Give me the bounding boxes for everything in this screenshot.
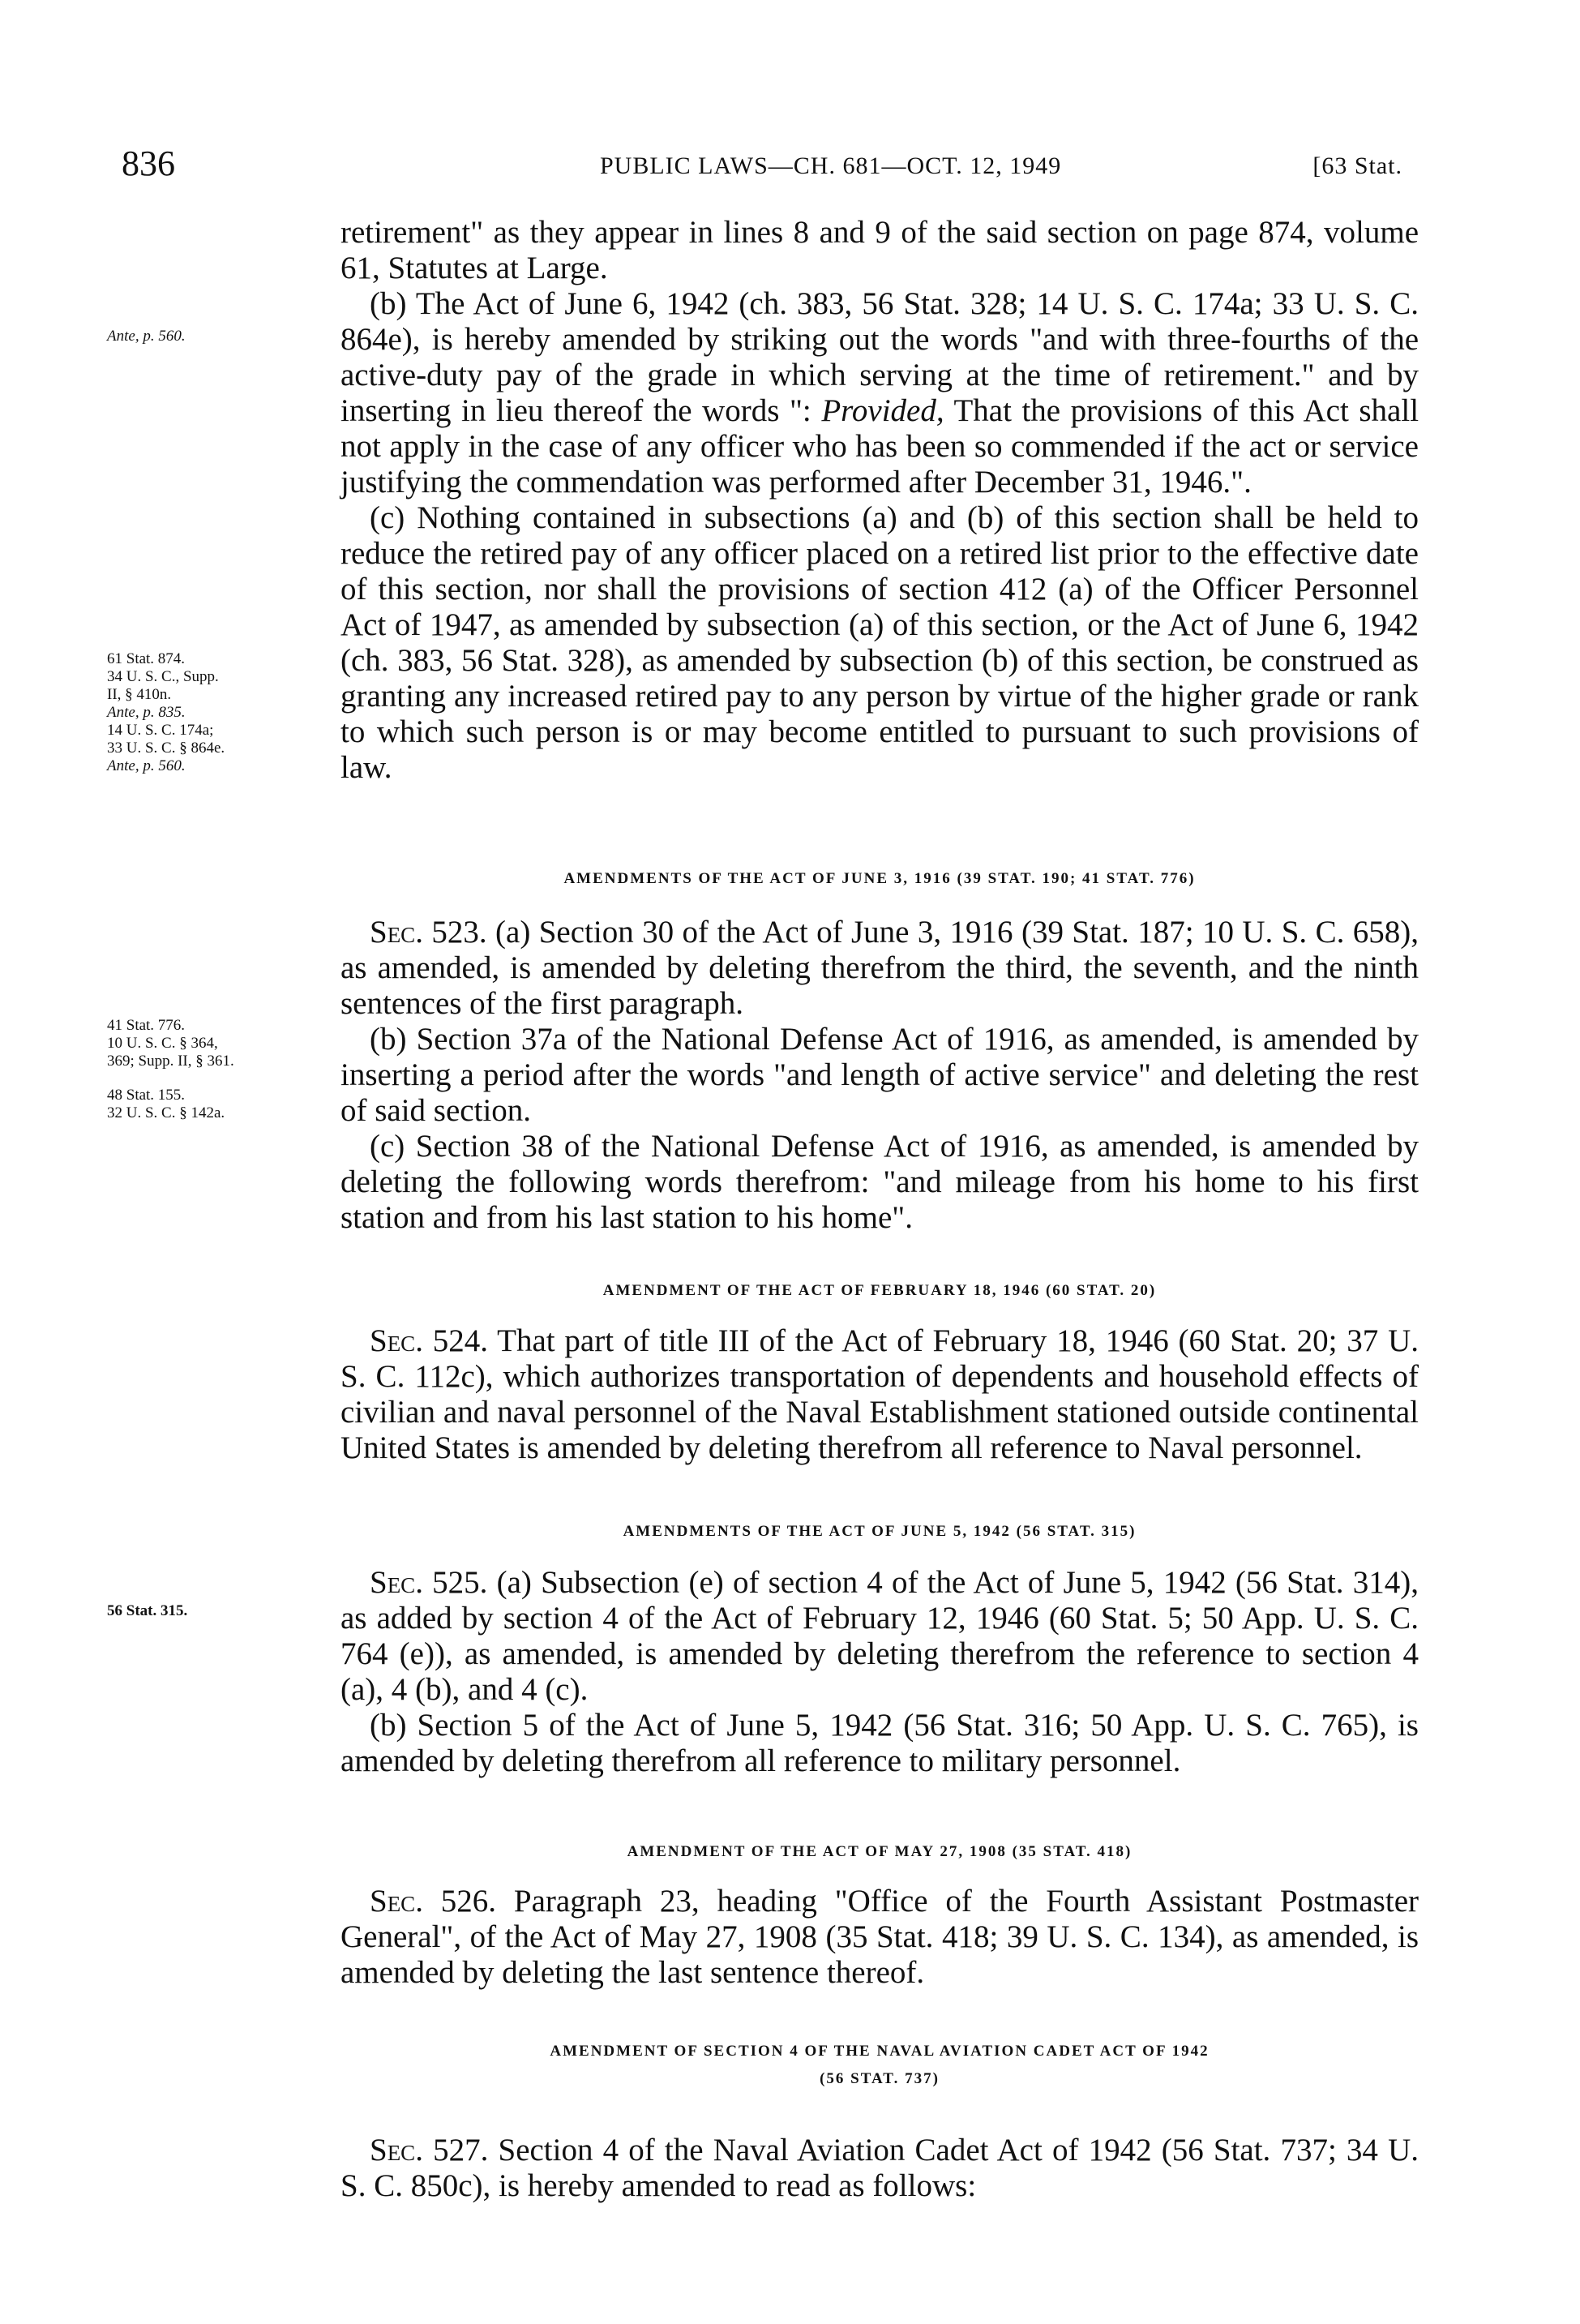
margin-note-48-stat-155: 48 Stat. 155. 32 U. S. C. § 142a.: [107, 1087, 225, 1121]
volume-reference: [63 Stat.: [1312, 152, 1402, 179]
heading-amendment-act-may-27-1908: AMENDMENT OF THE ACT OF MAY 27, 1908 (35 STAT. 418): [627, 1843, 1133, 1860]
sec-525-a: Sec. 525. (a) Subsection (e) of section 4 of the Act of June 5, 1942 (56 Stat. 314), as added by section 4 of the Act of February 12, 1946 (60 Stat. 5; 50 App. U. S. C. 764 (e)), as amended, is amended by deleting therefrom the reference to section 4 (a), 4 (b), and 4 (c).: [340, 1565, 1419, 1707]
section-527: Sec. 527. Section 4 of the Naval Aviation Cadet Act of 1942 (56 Stat. 737; 34 U. S. C. 850c), is hereby amended to read as follows:: [340, 2133, 1419, 2203]
margin-note-56-stat-315: 56 Stat. 315.: [107, 1602, 188, 1619]
heading-amendments-act-june-3-1916: AMENDMENTS OF THE ACT OF JUNE 3, 1916 (39 STAT. 190; 41 STAT. 776): [563, 870, 1196, 887]
paragraph-b-act-june-6-1942: (b) The Act of June 6, 1942 (ch. 383, 56 Stat. 328; 14 U. S. C. 174a; 33 U. S. C. 864e), is hereby amended by striking out the words "and with three-fourths of the active-duty pay of the grade in which serving at the time of retirement." and by inserting in lieu thereof the words ": Provided, That the provisions of this Act shall not apply in the case of any officer who has been so commended if the act or service justifying the commendation was performed after December 31, 1946.".: [340, 286, 1419, 500]
section-continuation: [340, 215, 1419, 786]
paragraph-c-nothing-contained: (c) Nothing contained in subsections (a) and (b) of this section shall be held to reduce the retired pay of any officer placed on a retired list prior to the effective date of this section, nor shall the provisions of section 412 (a) of the Officer Personnel Act of 1947, as amended by subsection (a) of this section, or the Act of June 6, 1942 (ch. 383, 56 Stat. 328), as amended by subsection (b) of this section, be construed as granting any increased retired pay to any person by virtue of the higher grade or rank to which such person is or may become entitled to pursuant to such provisions of law.: [340, 500, 1419, 785]
sec-523-a: Sec. 523. (a) Section 30 of the Act of June 3, 1916 (39 Stat. 187; 10 U. S. C. 658), as amended, is amended by deleting therefrom the third, the seventh, and the ninth sentences of the first paragraph.: [340, 915, 1419, 1021]
sec-525-b: (b) Section 5 of the Act of June 5, 1942 (56 Stat. 316; 50 App. U. S. C. 765), is amended by deleting therefrom all reference to military personnel.: [340, 1708, 1419, 1778]
heading-amendment-act-february-18-1946: AMENDMENT OF THE ACT OF FEBRUARY 18, 1946 (60 STAT. 20): [602, 1282, 1157, 1299]
heading-amendments-act-june-5-1942: AMENDMENTS OF THE ACT OF JUNE 5, 1942 (56 STAT. 315): [623, 1523, 1137, 1540]
heading-amendment-naval-aviation-cadet-act: AMENDMENT OF SECTION 4 OF THE NAVAL AVIATION CADET ACT OF 1942 (56 STAT. 737): [550, 2043, 1210, 2087]
section-523: [340, 915, 1419, 1236]
sec-523-c: (c) Section 38 of the National Defense Act of 1916, as amended, is amended by deleting the following words therefrom: "and mileage from his home to his first station and from his last station to his home".: [340, 1129, 1419, 1235]
sec-523-b: (b) Section 37a of the National Defense Act of 1916, as amended, is amended by inserting a period after the words "and length of active service" and deleting the rest of said section.: [340, 1022, 1419, 1128]
section-label: Sec. 523.: [370, 915, 487, 950]
provided-word: Provided,: [821, 393, 944, 428]
section-526: Sec. 526. Paragraph 23, heading "Office of the Fourth Assistant Postmaster General", of the Act of May 27, 1908 (35 Stat. 418; 39 U. S. C. 134), as amended, is amended by deleting the last sentence thereof.: [340, 1884, 1419, 1990]
section-label: Sec. 525.: [370, 1565, 488, 1600]
margin-note-41-stat-776: 41 Stat. 776. 10 U. S. C. § 364, 369; Supp. II, § 361.: [107, 1017, 234, 1070]
page-number: 836: [122, 144, 175, 183]
section-label: Sec. 527.: [370, 2133, 489, 2167]
section-label: Sec. 524.: [370, 1323, 489, 1358]
page-header: [122, 143, 1402, 183]
section-525: [340, 1565, 1419, 1779]
margin-note-ante-560: Ante, p. 560.: [107, 328, 186, 345]
section-524: Sec. 524. That part of title III of the Act of February 18, 1946 (60 Stat. 20; 37 U. S. C. 112c), which authorizes transportation of dependents and household effects of civilian and naval personnel of the Naval Establishment stationed outside continental United States is amended by deleting therefrom all reference to Naval personnel.: [340, 1323, 1419, 1465]
running-title: PUBLIC LAWS—CH. 681—OCT. 12, 1949: [600, 152, 1062, 179]
paragraph-retirement: retirement" as they appear in lines 8 and 9 of the said section on page 874, volume 61, Statutes at Large.: [340, 215, 1419, 285]
section-label: Sec. 526.: [370, 1884, 497, 1919]
margin-note-citations: 61 Stat. 874. 34 U. S. C., Supp. II, § 410n. Ante, p. 835. 14 U. S. C. 174a; 33 U. S. C. § 864e. Ante, p. 560.: [107, 650, 225, 774]
